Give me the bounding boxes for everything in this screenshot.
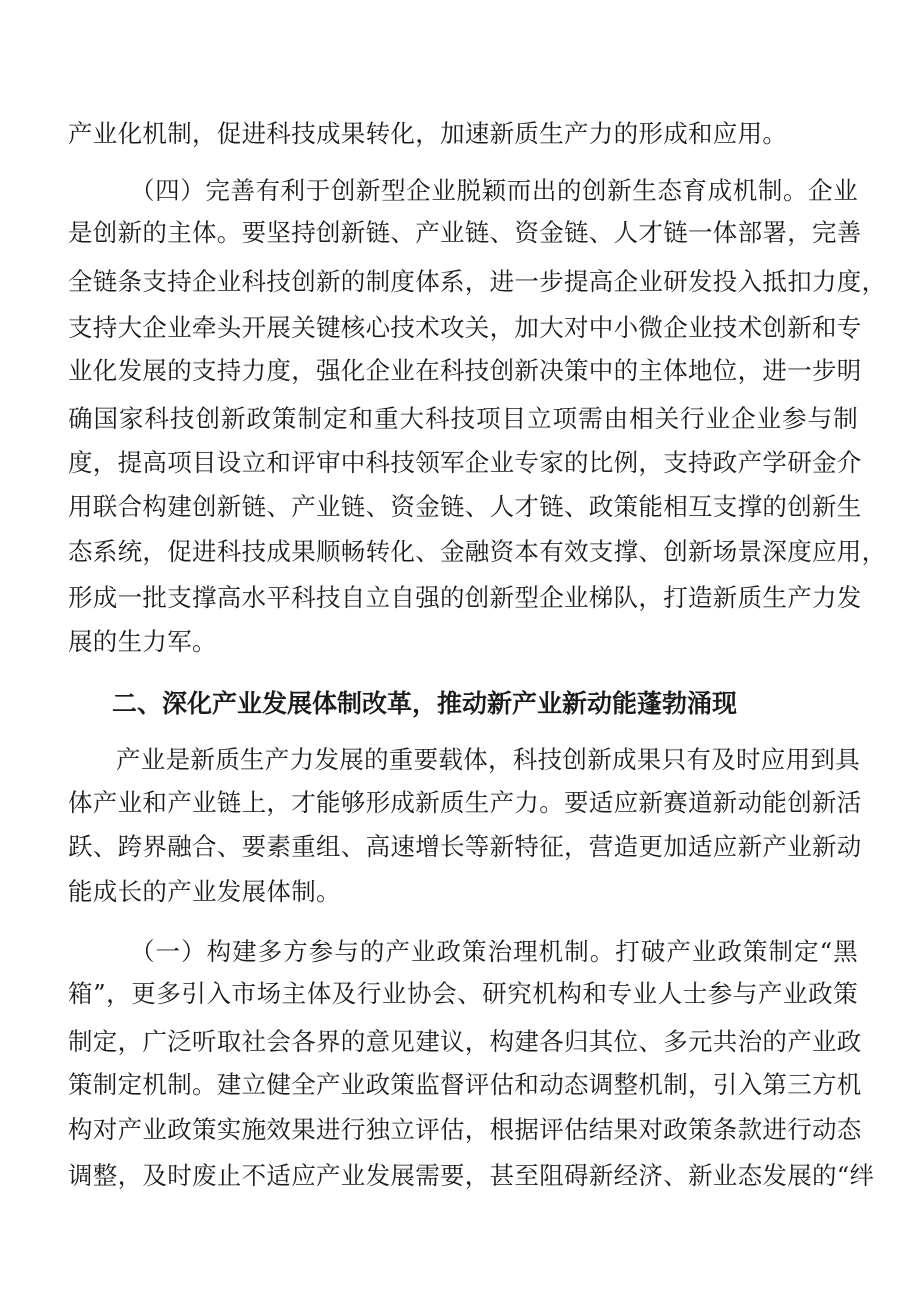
paragraph-line: 支持大企业牵头开展关键核心技术攻关，加大对中小微企业技术创新和专 [68, 313, 862, 342]
paragraph-line: 业化发展的支持力度，强化企业在科技创新决策中的主体地位，进一步明 [68, 356, 862, 385]
paragraph-line: 形成一批支撑高水平科技自立自强的创新型企业梯队，打造新质生产力发 [68, 583, 862, 612]
paragraph-line: 确国家科技创新政策制定和重大科技项目立项需由相关行业企业参与制 [68, 404, 858, 433]
paragraph-line: 全链条支持企业科技创新的制度体系，进一步提高企业研发投入抵扣力度， [68, 267, 887, 296]
paragraph-line: 跃、跨界融合、要素重组、高速增长等新特征，营造更加适应新产业新动 [68, 832, 862, 861]
paragraph-line: （一）构建多方参与的产业政策治理机制。打破产业政策制定“黑 [130, 937, 858, 966]
paragraph-line: 是创新的主体。要坚持创新链、产业链、资金链、人才链一体部署，完善 [68, 218, 862, 247]
paragraph-line: 体产业和产业链上，才能够形成新质生产力。要适应新赛道新动能创新活 [68, 788, 862, 817]
paragraph-line: 调整，及时废止不适应产业发展需要，甚至阻碍新经济、新业态发展的“绊 [68, 1161, 875, 1190]
paragraph-line: 策制定机制。建立健全产业政策监督评估和动态调整机制，引入第三方机 [68, 1070, 862, 1099]
paragraph-line: 能成长的产业发展体制。 [68, 877, 341, 906]
paragraph-line: 展的生力军。 [68, 627, 217, 656]
paragraph-line: 产业化机制，促进科技成果转化，加速新质生产力的形成和应用。 [68, 119, 788, 148]
paragraph-line: 态系统，促进科技成果顺畅转化、金融资本有效支撑、创新场景深度应用， [68, 537, 887, 566]
paragraph-line: 制定，广泛听取社会各界的意见建议，构建各归其位、多元共治的产业政 [68, 1027, 862, 1056]
paragraph-line: 度，提高项目设立和评审中科技领军企业专家的比例，支持政产学研金介 [68, 448, 862, 477]
section-heading: 二、深化产业发展体制改革，推动新产业新动能蓬勃涌现 [112, 689, 738, 718]
paragraph-line: 箱”，更多引入市场主体及行业协会、研究机构和专业人士参与产业政策 [68, 979, 858, 1008]
paragraph-line: 产业是新质生产力发展的重要载体，科技创新成果只有及时应用到具 [116, 745, 860, 774]
paragraph-line: 构对产业政策实施效果进行独立评估，根据评估结果对政策条款进行动态 [68, 1115, 862, 1144]
paragraph-line: 用联合构建创新链、产业链、资金链、人才链、政策能相互支撑的创新生 [68, 492, 862, 521]
paragraph-line: （四）完善有利于创新型企业脱颖而出的创新生态育成机制。企业 [130, 176, 858, 205]
